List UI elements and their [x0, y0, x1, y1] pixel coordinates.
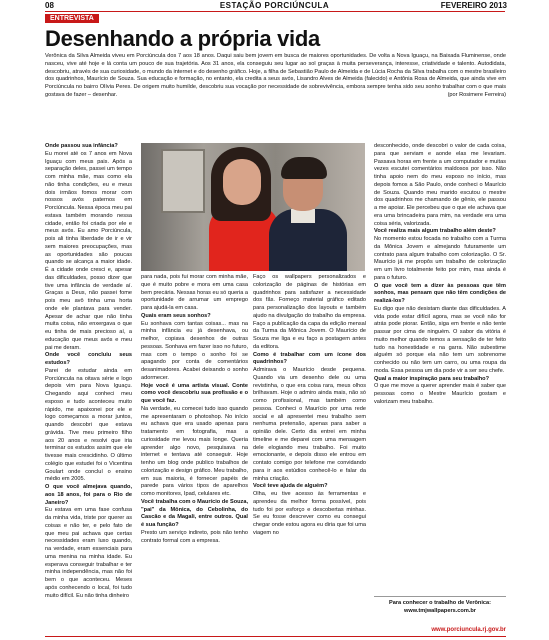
interview-answer: No momento estou focada no trabalho com a Turma da Mônica Jovem e almejando futuramente um contrato para algum trabalho com colorização. O Sr. Maurício já me propôs um trabalho de colorização em um livro totalmente feito por mim, mas ainda é para o futuro. [374, 236, 506, 281]
interview-photo [141, 143, 365, 271]
interview-question: O que você almejava quando, aos 18 anos, foi para o Rio de Janeiro? [45, 484, 132, 506]
interview-question: Você trabalha com o Maurício de Souza, "pai" da Mônica, do Cebolinha, do Cascão e da Magali, entre outros. Qual é sua função? [141, 498, 248, 528]
article-column-4 [374, 143, 506, 407]
interview-question: Você teve ajuda de alguém? [253, 483, 328, 490]
lede-paragraph [45, 53, 506, 100]
footer-url[interactable]: www.porciuncula.rj.gov.br [431, 627, 506, 633]
photo-man-collar [291, 209, 315, 223]
interview-answer: Eu morei até os 7 anos em Nova Iguaçu com meus pais. Após a separação deles, passei um tempo com minha mãe, mas como ela não tinha condições, eu e meus dois irmãos fomos morar com nossos avós paternos em Porciúncula. Nessa época meu pai estava também morando nessa cidade, então foi criada por ele e meus avós. Eu amo Porciúncula, pois ali tinha liberdade de ir e vir sem maiores preocupações, mas as oportunidades são poucas quando se alcança a maior idade. É a cidade onde cresci e, apesar das dificuldades, posso dizer que tive uma infância de verdade aí. Graças a Deus, não passei fome pois meu avô tinha uma horta onde ele plantava para vender. Apesar de achar que não tinha muita coisa, não enxergava o que eu tinha de mais precioso aí, a educação que meus avós e meu pai me deram. [45, 150, 132, 351]
footer-rule [45, 636, 506, 637]
interview-answer: Eu estava em uma fase confusa da minha vida, triste por querer as coisas e não ter, e pelo fato de que meu pai achava que certas necessidades eram luxo quando, na verdade, eram essenciais para uma menina na minha idade. Eu esperava conseguir trabalhar e ter minha independência, mas não foi bem o que aconteceu. Meses após conhecendo o local, foi tudo muito difícil. Eu não tinha dinheiro [45, 507, 132, 599]
interview-answer: para nada, pois fui morar com minha mãe, que é muito pobre e mora em uma casa bem precária. Nessas horas eu só queria a oportunidade de arrumar um emprego para ajudá-la em casa. [141, 274, 248, 311]
interview-answer: Eu digo que não desistam diante das dificuldades. A vida pode estar difícil agora, mas se você não for atrás pode piorar. Então, siga em frente e não tente passar por cima de ninguém. O sabor da vitória é muito melhor quando temos a sensação de ter feito tudo na honestidade e na garra. Não subestime alguém só porque ela não tem um sobrenome conhecido ou não tem um carro, ou uma roupa da moda. Essa pessoa um dia pode vir a ser seu chefe. [374, 305, 506, 374]
interview-answer: Faço os wallpapers personalizados e colorização de páginas de histórias em quadrinhos para satisfazer a necessidade dos fãs. Forneço material gráfico editado para personalização dos layouts e também ajudo na divulgação do trabalho da empresa. Faço a publicação da capa da edição mensal da Turma da Mônica Jovem. O Maurício de Souza me liga e eu faço a postagem antes da editora. [253, 274, 366, 350]
article-column-3 [253, 274, 366, 538]
interview-question: O que você tem a dizer às pessoas que têm sonhos, mas pensam que não têm condições de realizá-los? [374, 282, 506, 304]
interview-question: Como é trabalhar com um ícone dos quadrinhos? [253, 351, 366, 366]
interview-answer: Presto um serviço indireto, pois não tenho contrato formal com a empresa. [141, 529, 248, 544]
contact-rule [374, 596, 506, 597]
interview-question: Você realiza mais algum trabalho além deste? [374, 228, 496, 235]
contact-label: Para conhecer o trabalho de Verônica: [389, 600, 491, 606]
interview-question: Onde passou sua infância? [45, 143, 118, 149]
interview-answer: Olha, eu tive acesso às ferramentas e aprendeu da melhor forma possível, pois tudo foi por esforço e descobertas minhas. Se eu fosse descrever como eu consegui chegar onde estou agora eu diria que foi uma viagem no [253, 491, 366, 536]
interview-answer: desconhecido, onde descobri o valor de cada coisa, para que serviam e aonde elas me levariam. Passava horas em frente a um computador e muitas vezes escutei comentários maldosos por isso. Não tinha apoio nem do meu esposo no início, mas depois fomos a São Paulo, onde conheci o Maurício de Souza. Quando meu marido escutou o mestre dos quadrinhos me chamando de gênio, ele passou a me apoiar. Ele percebeu que o que ele achava que era uma brincadeira para mim, na verdade era uma coisa séria, valorizada. [374, 143, 506, 227]
publication-name: ESTAÇÃO PORCIÚNCULA [219, 1, 330, 10]
interview-answer: Parei de estudar ainda em Porciúncula na oitava série e logo depois vim para Nova Iguaçu. Chegando aqui conheci meu esposo e tudo aconteceu muito rápido, me apaixonei por ele e logo começamos a morar juntos, quando descobri que estava grávida. Tive meu primeiro filho aos 20 anos e resolvi que iria terminar os estudos assim que ele tivesse mais crescidinho. O último colégio que estudei foi o Vicentina Goulart onde concluí o ensino médio em 2005. [45, 367, 132, 483]
interview-question: Hoje você é uma artista visual. Conte como você descobriu sua profissão e o que você faz. [141, 382, 248, 404]
contact-url[interactable]: www.tmjwallpapers.com.br [404, 608, 476, 614]
interview-question: Onde você concluiu seus estudos? [45, 352, 132, 366]
interview-answer: Admirava o Maurício desde pequena. Quando via um desenho dele ou uma revistinha, o que era coisa rara, meus olhos brilhavam. Hoje o admiro ainda mais, não só como profissional, mas também como pessoa. Conheci o Maurício por uma rede social e ali apresentei meu trabalho sem nenhuma pretensão, apenas para saber a opinião dele. Certo dia entrei em minha timeline e me deparei com uma mensagem dele elogiando meu trabalho. Foi muito emocionante, e depois disso ele entrou em contato comigo por telefone me convidando para ir aos estúdios conhecê-lo e falar da minha criação. [253, 367, 366, 482]
page-number: 08 [45, 1, 54, 10]
article-column-1 [45, 143, 132, 600]
headline: Desenhando a própria vida [45, 26, 320, 51]
section-label: ENTREVISTA [45, 14, 99, 23]
interview-question: Qual a maior inspiração para seu trabalho? [374, 375, 490, 382]
interview-answer: Eu sonhava com tantas coisas... mas na minha infância eu já desenhava, ou melhor, copiava desenhos de outras pessoas. Sonhava em fazer isso no futuro, mas com o tempo o sonho foi se apagando por conta de comentários desanimadores. Acabei deixando o sonho adormecer. [141, 320, 248, 381]
photo-woman-face [223, 159, 261, 205]
interview-answer: O que me move a querer aprender mais é saber que pessoas como o Mestre Maurício gostam e valorizam meu trabalho. [374, 383, 506, 405]
article-column-2 [141, 274, 248, 545]
interview-question: Quais eram seus sonhos? [141, 312, 211, 319]
photo-man-hair [281, 157, 327, 179]
interview-answer: Na verdade, eu comecei tudo isso quando me apresentaram o photoshop. No início eu achava que era usado apenas para tratamento em fotografia, mas a curiosidade me levou mais longe. Queria aprender algo novo, pesquisava na internet e tentava até conseguir. Hoje tenho um blog onde publico trabalhos de colorização e design gráfico. Meu trabalho, em sua maioria, é fornecer papéis de parede para vários tipos de aparelhos como monitores, Ipad, celulares etc. [141, 405, 248, 497]
photo-background-window [161, 149, 205, 213]
lede-text: Verônica da Silva Almeida viveu em Porciúncula dos 7 aos 18 anos. Daqui saiu bem jovem em busca de maiores oportunidades. De volta a Nova Iguaçu, na Baixada Fluminense, onde nasceu, vive até hoje e lá conta um pouco de sua trajetória. Aos 31 anos, ela conseguiu seu lugar ao sol graças à muita perseverança, interesse, criatividade e talento. Autodidata, descobriu, através de sua curiosidade, o mundo da internet e do desenho gráfico. Hoje, a filha de Sebastião Paulo de Almeida e de Lúcia Rocha da Silva trabalha com o mestre brasileiro dos quadrinhos, Maurício de Souza. Sua educação e formação, no entanto, ela credita a seus avós, Lisandro Alves de Almeida (falecido) e Antônia Rosa de Almeida, que ainda vive em Porciúncula no bairro Olívia Peres. De origem muito humilde, descobriu sua vocação por necessidade de sobrevivência, embora sempre tenha sido seu sonho trabalhar com o que mais gostava de fazer – desenhar. [45, 53, 506, 98]
header-rule [45, 11, 505, 12]
issue-date: FEVEREIRO 2013 [440, 1, 507, 10]
lede-credit: (por Rosimere Ferreira) [447, 91, 506, 98]
